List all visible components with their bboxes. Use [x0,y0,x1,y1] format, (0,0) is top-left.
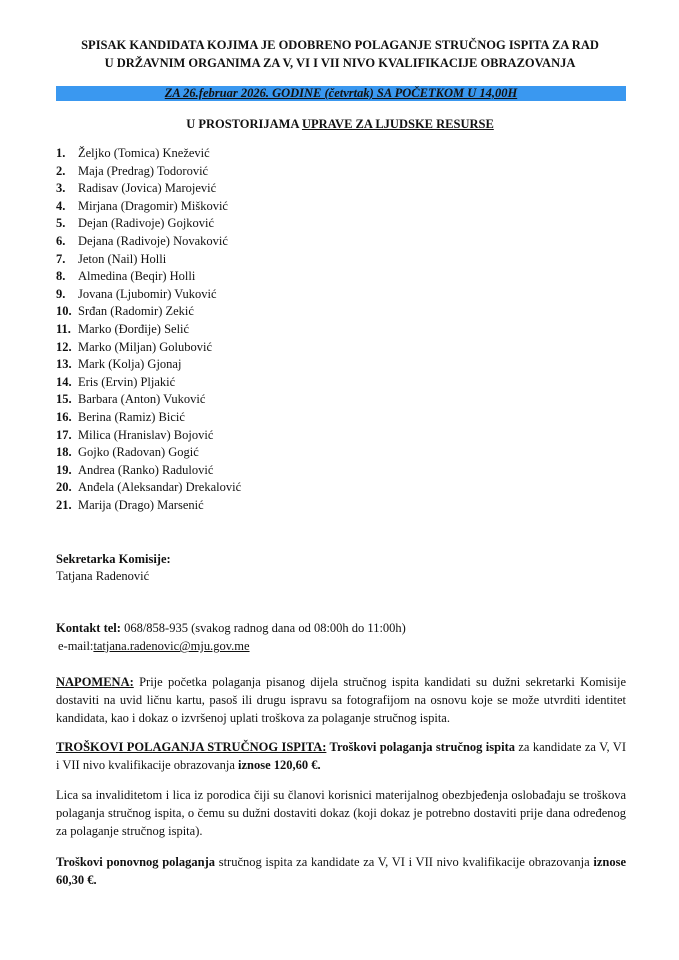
candidate-number: 21. [56,497,72,512]
candidate-item [56,444,241,462]
title-line-1: SPISAK KANDIDATA KOJIMA JE ODOBRENO POLAGANJE STRUČNOG ISPITA ZA RAD [81,38,599,52]
location-name: UPRAVE ZA LJUDSKE RESURSE [301,117,494,131]
candidate-name: Almedina (Beqir) Holli [78,269,196,284]
candidate-item [56,427,241,445]
candidate-name: Maja (Predrag) Todorović [78,163,209,178]
candidate-item [56,163,241,181]
candidate-number: 15. [56,392,72,407]
candidate-name: Gojko (Radovan) Gogić [78,445,199,460]
contact-phone-value: 068/858-935 (svakog radnog dana od 08:00h do 11:00h) [120,621,406,635]
location-prefix: U PROSTORIJAMA [186,117,299,131]
candidate-item [56,303,241,321]
candidate-number: 3. [56,181,66,196]
secretary-label: Sekretarka Komisije: [56,552,171,566]
exam-date-line: ZA 26.februar 2026. GODINE (četvrtak) SA POČETKOM U 14,00H [164,86,518,100]
candidate-name: Andrea (Ranko) Radulović [78,462,214,477]
costs-paragraph [56,738,626,774]
candidate-number: 1. [56,146,66,160]
candidate-item [56,268,241,286]
contact-email-link[interactable]: tatjana.radenovic@mju.gov.me [93,639,250,653]
exemption-paragraph: Lica sa invaliditetom i lica iz porodica čiji su članovi korisnici materijalnog obezbjeđenja oslobađaju se troškova polaganja stručnog ispita, o čemu su dužni dostaviti dokaz (koji dokaz je potrebno dostaviti prije dana određenog za polaganje stručnog ispita). [56,788,626,838]
candidate-item [56,391,241,409]
candidate-item [56,198,241,216]
candidate-number: 12. [56,339,72,354]
retake-amount: iznose 60,30 €. [56,855,627,887]
costs-label: TROŠKOVI POLAGANJA STRUČNOG ISPITA: [56,740,327,754]
candidate-name: Mirjana (Dragomir) Mišković [78,198,228,213]
candidate-item [56,356,241,374]
retake-intro: Troškovi ponovnog polaganja [56,855,216,869]
candidate-name: Dejana (Radivoje) Novaković [78,233,228,248]
candidate-name: Milica (Hranislav) Bojović [78,427,214,442]
candidate-name: Marija (Drago) Marsenić [78,497,204,512]
candidate-item [56,479,241,497]
costs-amount: iznose 120,60 €. [238,758,321,772]
title-line-2: U DRŽAVNIM ORGANIMA ZA V, VI I VII NIVO KVALIFIKACIJE OBRAZOVANJA [104,56,576,70]
document-title [40,36,640,72]
contact-email-label: e-mail: [58,639,94,653]
candidate-item [56,145,241,163]
exam-location [40,117,640,132]
candidate-name: Jeton (Nail) Holli [78,251,167,266]
candidate-item [56,180,241,198]
candidate-item [56,462,241,480]
contact-phone [56,621,406,636]
napomena-paragraph [56,673,626,727]
candidate-name: Jovana (Ljubomir) Vuković [78,286,217,301]
candidate-item [56,374,241,392]
candidate-number: 17. [56,427,72,442]
napomena-text: Prije početka polaganja pisanog dijela stručnog ispita kandidati su dužni sekretarki Komisije dostaviti na uvid ličnu kartu, pasoš ili drugu ispravu sa fotografijom na osnovu koje se može utvrditi identitet kandidata, kao i dokaz o izvršenoj uplati troškova za polaganje stručnog ispita. [56,675,626,725]
candidate-number: 7. [56,251,66,266]
candidate-name: Željko (Tomica) Knežević [78,146,210,160]
retake-text: stručnog ispita za kandidate za V, VI i VII nivo kvalifikacije obrazovanja [215,855,594,869]
candidate-number: 14. [56,374,72,389]
candidate-number: 5. [56,216,66,231]
candidate-item [56,215,241,233]
candidate-number: 16. [56,409,72,424]
candidate-number: 10. [56,304,72,319]
candidate-item [56,321,241,339]
candidate-number: 4. [56,198,66,213]
candidate-name: Eris (Ervin) Pljakić [78,374,176,389]
candidate-name: Barbara (Anton) Vuković [78,392,206,407]
candidate-number: 18. [56,445,72,460]
candidate-number: 8. [56,269,66,284]
candidate-item [56,497,241,515]
candidate-number: 9. [56,286,66,301]
candidate-number: 2. [56,163,66,178]
costs-intro: Troškovi polaganja stručnog ispita [326,740,515,754]
candidate-name: Dejan (Radivoje) Gojković [78,216,215,231]
candidate-name: Srđan (Radomir) Zekić [78,304,194,319]
candidate-name: Mark (Kolja) Gjonaj [78,357,182,372]
costs-text: za kandidate za V, VI i VII nivo kvalifikacije obrazovanja [56,740,626,772]
candidate-name: Berina (Ramiz) Bicić [78,409,185,424]
candidate-number: 20. [56,480,72,495]
candidate-name: Marko (Miljan) Golubović [78,339,213,354]
candidate-number: 13. [56,357,72,372]
contact-email [58,639,250,654]
candidate-name: Anđela (Aleksandar) Drekalović [78,480,242,495]
candidate-number: 6. [56,233,66,248]
contact-phone-label: Kontakt tel: [56,621,121,635]
napomena-label: NAPOMENA: [56,675,134,689]
candidate-item [56,409,241,427]
candidate-number: 11. [56,321,71,336]
candidate-item [56,286,241,304]
candidate-name: Radisav (Jovica) Marojević [78,181,217,196]
candidate-item [56,233,241,251]
candidate-item [56,251,241,269]
candidate-name: Marko (Đorđije) Selić [78,321,190,336]
candidate-item [56,339,241,357]
candidate-number: 19. [56,462,72,477]
secretary-name: Tatjana Radenović [56,569,150,583]
retake-paragraph [56,853,626,889]
candidate-list [56,145,241,514]
